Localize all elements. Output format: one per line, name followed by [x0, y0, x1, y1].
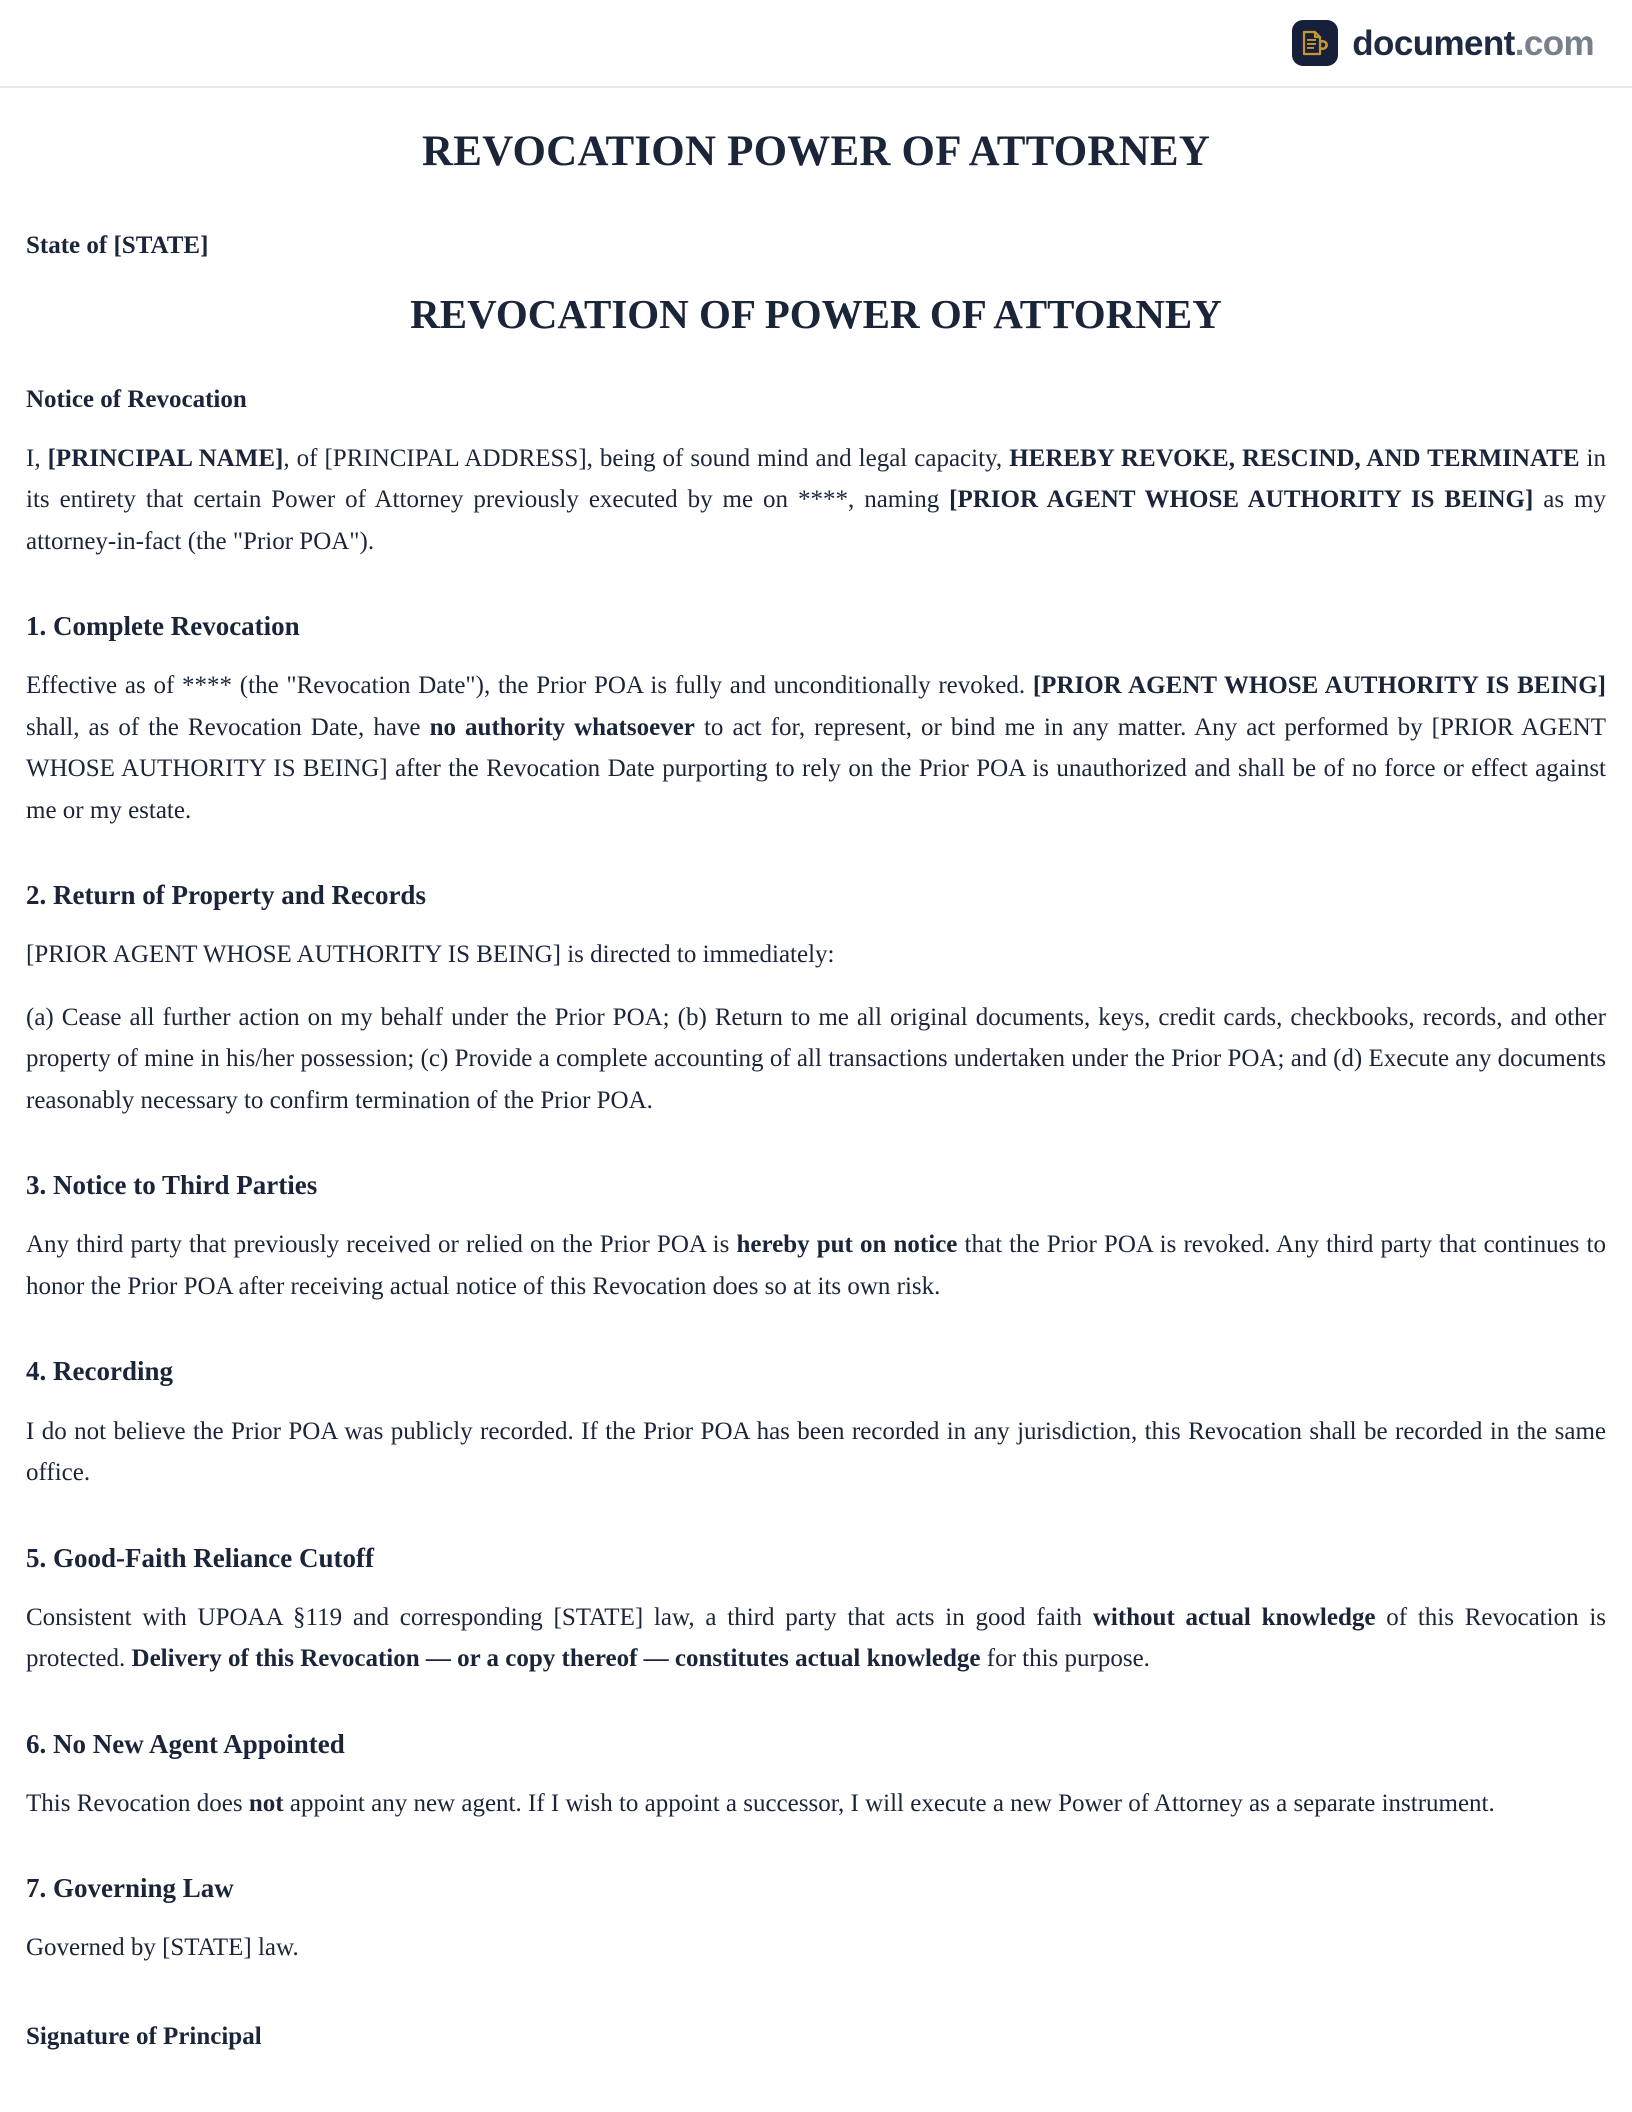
- document-file-icon: [1292, 20, 1338, 66]
- signature-of-principal-heading: Signature of Principal: [26, 2022, 262, 2050]
- notice-of-revocation-heading: Notice of Revocation: [26, 386, 247, 414]
- intro-text-g: as my attorney-in-fact (the "Prior POA").: [26, 486, 1606, 555]
- revoke-emphasis: HEREBY REVOKE, RESCIND, AND TERMINATE: [1009, 444, 1580, 472]
- section-heading-4: 4. Recording: [26, 1356, 173, 1387]
- s3-notice-emphasis: hereby put on notice: [736, 1231, 958, 1259]
- s6-text-a: This Revocation does: [26, 1789, 249, 1817]
- brand-wordmark: [1352, 23, 1594, 63]
- s5-text-e: for this purpose.: [980, 1645, 1150, 1673]
- signature-block: [26, 2021, 1606, 2054]
- section-2-paragraph-b: (a) Cease all further action on my behalf under the Prior POA; (b) Return to me all original documents, keys, credit cards, checkbooks, records, and other property of mine in his/her possession; (c) Provide a complete accounting of all transactions undertaken under the Prior POA; and (d) Execute any documents reasonably necessary to confirm termination of the Prior POA.: [26, 1003, 1606, 1114]
- section-heading-2: 2. Return of Property and Records: [26, 880, 426, 911]
- brand-tld: .com: [1514, 23, 1594, 63]
- section-6-paragraph: [26, 1783, 1606, 1825]
- s1-text-c: shall, as of the Revocation Date, have: [26, 713, 430, 741]
- section-heading-1: 1. Complete Revocation: [26, 611, 300, 642]
- brand-name: document: [1352, 23, 1515, 63]
- s5-text-c: of this Revocation is protected.: [26, 1603, 1607, 1673]
- principal-name-placeholder: [PRINCIPAL NAME]: [47, 444, 284, 472]
- s6-not-emphasis: not: [248, 1789, 284, 1817]
- intro-text-c: , of [PRINCIPAL ADDRESS], being of sound mind and legal capacity,: [283, 444, 1010, 472]
- page-header: [0, 0, 1632, 88]
- document-page: [0, 126, 1632, 2093]
- s1-text-e: to act for, represent, or bind me in any matter. Any act performed by [PRIOR AGENT WHOSE AUTHORITY IS BEING] after the Revocation Date purporting to rely on the Prior POA is unauthorized and shall be of no force or effect against me or my estate.: [26, 713, 1606, 824]
- s1-text-a: Effective as of **** (the "Revocation Date"), the Prior POA is fully and unconditionally revoked.: [26, 672, 1033, 700]
- section-5-paragraph: [26, 1597, 1606, 1680]
- intro-paragraph: [26, 438, 1606, 563]
- prior-agent-placeholder: [PRIOR AGENT WHOSE AUTHORITY IS BEING]: [949, 486, 1534, 514]
- s1-prior-agent-placeholder: [PRIOR AGENT WHOSE AUTHORITY IS BEING]: [1032, 672, 1606, 700]
- s5-delivery-emphasis: Delivery of this Revocation — or a copy thereof — constitutes actual knowledge: [131, 1645, 981, 1673]
- brand-logo[interactable]: [1292, 20, 1602, 66]
- section-3-paragraph: [26, 1224, 1606, 1307]
- s1-no-authority-emphasis: no authority whatsoever: [429, 713, 695, 741]
- section-heading-6: 6. No New Agent Appointed: [26, 1728, 345, 1759]
- page-title: REVOCATION POWER OF ATTORNEY: [422, 128, 1210, 175]
- section-2-paragraph-a: [PRIOR AGENT WHOSE AUTHORITY IS BEING] is directed to immediately:: [26, 941, 835, 969]
- section-1-paragraph: [26, 665, 1606, 831]
- document-subtitle: REVOCATION OF POWER OF ATTORNEY: [410, 290, 1222, 337]
- section-4-paragraph: I do not believe the Prior POA was publicly recorded. If the Prior POA has been recorded in any jurisdiction, this Revocation shall be recorded in the same office.: [26, 1417, 1606, 1487]
- state-line: State of [STATE]: [26, 232, 209, 260]
- section-7-paragraph: Governed by [STATE] law.: [26, 1934, 299, 1962]
- s6-text-c: appoint any new agent. If I wish to appoint a successor, I will execute a new Power of Attorney as a separate instrument.: [283, 1789, 1495, 1817]
- section-heading-7: 7. Governing Law: [26, 1873, 234, 1904]
- intro-text-e: in its entirety that certain Power of Attorney previously executed by me on ****, naming: [26, 444, 1606, 514]
- intro-text-a: I,: [26, 444, 48, 472]
- s5-text-a: Consistent with UPOAA §119 and corresponding [STATE] law, a third party that acts in good faith: [26, 1603, 1093, 1631]
- section-heading-3: 3. Notice to Third Parties: [26, 1170, 318, 1201]
- s5-without-knowledge-emphasis: without actual knowledge: [1092, 1603, 1376, 1631]
- s3-text-c: that the Prior POA is revoked. Any third party that continues to honor the Prior POA after receiving actual notice of this Revocation does so at its own risk.: [26, 1231, 1606, 1300]
- section-heading-5: 5. Good-Faith Reliance Cutoff: [26, 1542, 374, 1573]
- s3-text-a: Any third party that previously received or relied on the Prior POA is: [26, 1231, 737, 1259]
